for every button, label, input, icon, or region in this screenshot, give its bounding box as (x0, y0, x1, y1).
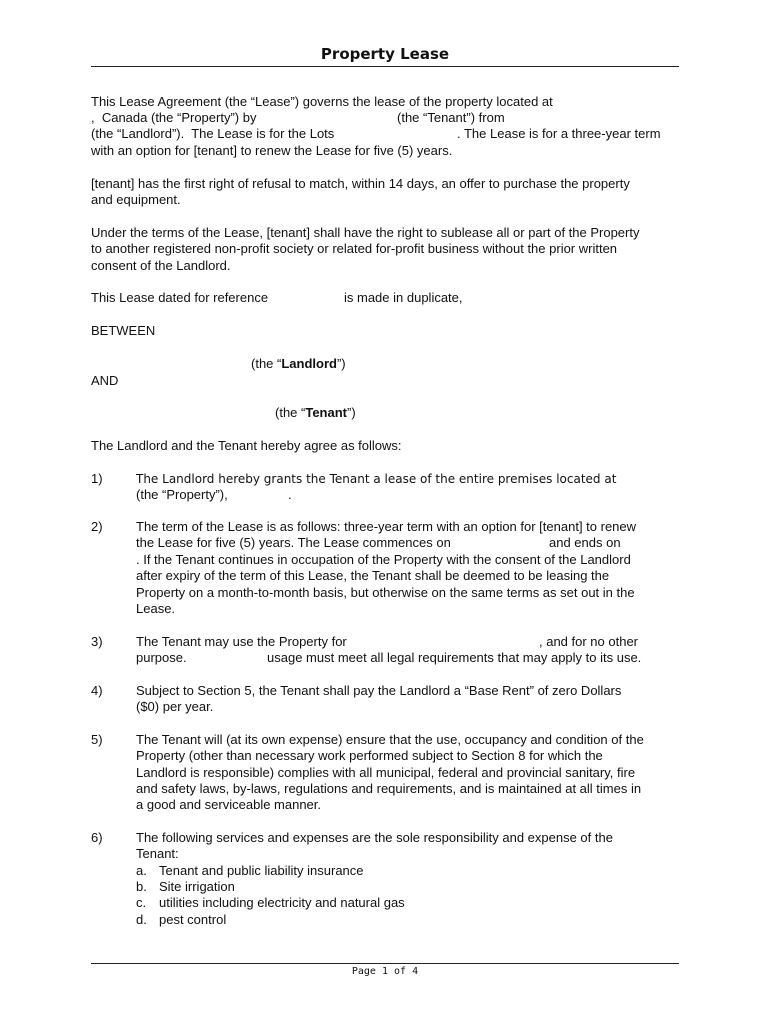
item-4-line-1: Subject to Section 5, the Tenant shall pay the Landlord a “Base Rent” of zero Dollars (136, 683, 622, 698)
intro-line-3b: . The Lease is for a three-year term (457, 126, 661, 141)
item-3-number: 3) (91, 634, 103, 649)
list-item: Tenant and public liability insurance (159, 863, 364, 878)
list-marker: d. (136, 912, 147, 927)
tenant-pre: (the “ (275, 405, 306, 420)
item-2-line-2a: the Lease for five (5) years. The Lease commences on (136, 535, 451, 550)
item-1-line-1: The Landlord hereby grants the Tenant a lease of the entire premises located at (136, 472, 617, 486)
item-6-line-1: The following services and expenses are the sole responsibility and expense of the (136, 830, 613, 845)
item-6-number: 6) (91, 830, 103, 845)
item-6-line-2: Tenant: (136, 846, 179, 861)
item-3-line-1b: , and for no other (539, 634, 639, 649)
refusal-line-2: and equipment. (91, 192, 181, 207)
item-5-line-5: a good and serviceable manner. (136, 797, 322, 812)
item-2-line-3: . If the Tenant continues in occupation of the Property with the consent of the Landlord (136, 552, 631, 567)
item-4-line-2: ($0) per year. (136, 699, 214, 714)
intro-line-4: with an option for [tenant] to renew the Lease for five (5) years. (91, 143, 453, 158)
list-item: utilities including electricity and natural gas (159, 895, 405, 910)
landlord-designation (251, 356, 346, 372)
footer-rule (91, 963, 679, 964)
item-3-line-2a: purpose. (136, 650, 187, 665)
sublease-line-2: to another registered non-profit society or related for-profit business without the prior written (91, 241, 618, 256)
item-2-line-6: Lease. (136, 601, 176, 616)
item-1-number: 1) (91, 471, 103, 486)
sublease-line-1: Under the terms of the Lease, [tenant] shall have the right to sublease all or part of the Property (91, 225, 640, 240)
item-3-line-2b: usage must meet all legal requirements that may apply to its use. (267, 650, 642, 665)
item-4-number: 4) (91, 683, 103, 698)
and-label: AND (91, 373, 119, 388)
list-marker: c. (136, 895, 147, 910)
title-underline (91, 66, 679, 67)
list-marker: b. (136, 879, 147, 894)
item-5-line-1: The Tenant will (at its own expense) ensure that the use, occupancy and condition of the (136, 732, 644, 747)
landlord-pre: (the “ (251, 356, 282, 371)
item-3-line-1a: The Tenant may use the Property for (136, 634, 347, 649)
list-item: pest control (159, 912, 227, 927)
tenant-designation (275, 405, 356, 421)
agree-line: The Landlord and the Tenant hereby agree as follows: (91, 438, 402, 453)
intro-line-2b: (the “Tenant”) from (397, 110, 505, 125)
item-5-number: 5) (91, 732, 103, 747)
list-item: Site irrigation (159, 879, 235, 894)
item-1-line-2b: . (288, 487, 292, 502)
landlord-post: ”) (336, 356, 346, 371)
list-marker: a. (136, 863, 147, 878)
landlord-word: Landlord (281, 356, 337, 371)
sublease-line-3: consent of the Landlord. (91, 258, 231, 273)
dated-line-b: is made in duplicate, (344, 290, 463, 305)
tenant-post: ”) (347, 405, 356, 420)
between-label: BETWEEN (91, 323, 156, 338)
intro-line-2a: , Canada (the “Property”) by (91, 110, 257, 125)
item-5-line-2: Property (other than necessary work performed subject to Section 8 for which the (136, 748, 603, 763)
refusal-line-1: [tenant] has the first right of refusal to match, within 14 days, an offer to purchase the property (91, 176, 630, 191)
item-2-line-1: The term of the Lease is as follows: three-year term with an option for [tenant] to renew (136, 519, 637, 534)
intro-line-3a: (the “Landlord”). The Lease is for the Lots (91, 126, 335, 141)
tenant-word: Tenant (305, 405, 347, 420)
item-5-line-3: Landlord is responsible) complies with all municipal, federal and provincial sanitary, fire (136, 765, 636, 780)
item-2-line-2b: and ends on (549, 535, 621, 550)
item-2-line-5: Property on a month-to-month basis, but otherwise on the same terms as set out in the (136, 585, 635, 600)
item-2-line-4: after expiry of the term of this Lease, the Tenant shall be deemed to be leasing the (136, 568, 610, 583)
page-number: Page 1 of 4 (351, 966, 419, 977)
item-2-number: 2) (91, 519, 103, 534)
document-title: Property Lease (320, 45, 450, 63)
dated-line-a: This Lease dated for reference (91, 290, 269, 305)
item-1-line-2a: (the “Property”), (136, 487, 228, 502)
intro-line-1: This Lease Agreement (the “Lease”) governs the lease of the property located at (91, 94, 553, 109)
item-5-line-4: and safety laws, by-laws, regulations and requirements, and is maintained at all times in (136, 781, 642, 796)
